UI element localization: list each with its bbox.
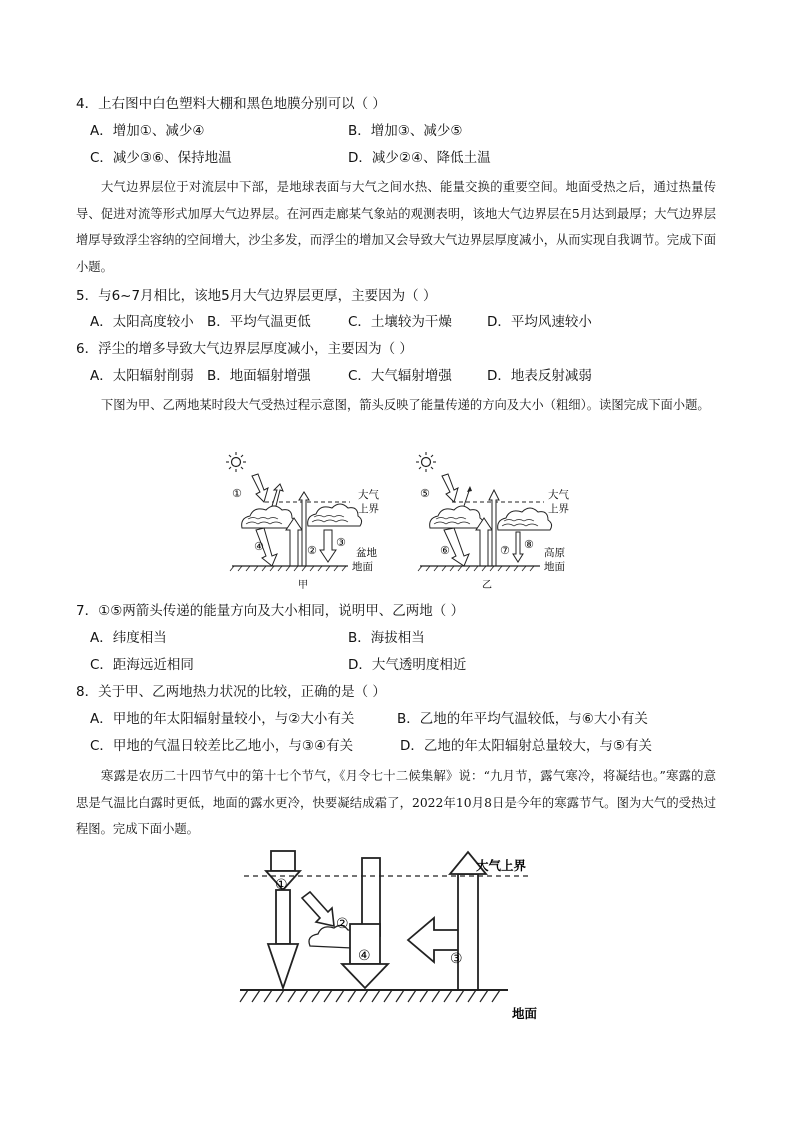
q6-stem: 6．浮尘的增多导致大气边界层厚度减小，主要因为（ ）	[76, 341, 413, 357]
passage-figure-intro: 下图为甲、乙两地某时段大气受热过程示意图，箭头反映了能量传递的方向及大小（粗细）。读图完成下面小题。	[101, 398, 710, 412]
label-8: ⑧	[524, 538, 534, 551]
q5-option-d[interactable]: D．平均风速较小	[487, 314, 592, 330]
arrow-2	[302, 892, 334, 926]
label-1: ①	[275, 877, 288, 893]
q7-option-d[interactable]: D．大气透明度相近	[348, 657, 467, 673]
q7-stem: 7．①⑤两箭头传递的能量方向及大小相同，说明甲、乙两地（ ）	[76, 603, 465, 619]
heating-process-figure	[220, 450, 580, 598]
figure-jia	[226, 452, 379, 591]
atmosphere-label: 大气	[358, 489, 379, 501]
q5-option-c[interactable]: C．土壤较为干燥	[348, 314, 452, 330]
label-3: ③	[336, 536, 346, 549]
label-4: ④	[254, 540, 264, 553]
label-7: ⑦	[500, 544, 510, 557]
arrow-to-ground	[268, 890, 298, 988]
q8-stem: 8．关于甲、乙两地热力状况的比较，正确的是（ ）	[76, 684, 386, 700]
q7-option-b[interactable]: B．海拔相当	[348, 630, 425, 646]
q7-option-c[interactable]: C．距海远近相同	[90, 657, 194, 673]
label-2: ②	[307, 544, 317, 557]
label-5: ⑤	[420, 487, 430, 500]
q6-option-b[interactable]: B．地面辐射增强	[207, 368, 311, 384]
sun-icon	[416, 452, 436, 472]
q5-option-b[interactable]: B．平均气温更低	[207, 314, 311, 330]
basin-label: 盆地	[356, 547, 377, 559]
atmosphere-heating-figure	[238, 846, 558, 1026]
ground-label: 地面	[512, 1006, 538, 1021]
q4-option-d[interactable]: D．减少②④、降低土温	[348, 150, 491, 166]
arrow-4	[342, 858, 388, 988]
q6-option-c[interactable]: C．大气辐射增强	[348, 368, 452, 384]
q4-stem: 4．上右图中白色塑料大棚和黑色地膜分别可以（ ）	[76, 96, 386, 112]
q4-option-c[interactable]: C．减少③⑥、保持地温	[90, 150, 232, 166]
atmosphere-label: 大气	[548, 489, 569, 501]
atmosphere-top-label: 上界	[548, 503, 569, 515]
cloud-icon	[242, 506, 296, 528]
q4-option-b[interactable]: B．增加③、减少⑤	[348, 123, 463, 139]
passage-boundary-layer: 大气边界层位于对流层中下部，是地球表面与大气之间水热、能量交换的重要空间。地面受热之后，通过热量传导、促进对流等形式加厚大气边界层。在河西走廊某气象站的观测表明，该地大气边界层在5月达到最厚；大气边界层增厚导致浮尘容纳的空间增大，沙尘多发，而浮尘的增加又会导致大气边界层厚度减小，从而实现自我调节。完成下面小题。	[76, 180, 716, 274]
sun-icon	[226, 452, 246, 472]
label-4: ④	[358, 948, 371, 964]
cloud-icon	[430, 506, 484, 528]
label-2: ②	[336, 916, 349, 932]
q8-option-b[interactable]: B．乙地的年平均气温较低，与⑥大小有关	[397, 711, 648, 727]
cloud-icon	[498, 508, 552, 530]
ground-label: 地面	[544, 561, 565, 573]
atmosphere-top-label: 大气上界	[476, 858, 527, 873]
cloud-icon	[308, 504, 362, 526]
q6-option-a[interactable]: A．太阳辐射削弱	[90, 368, 194, 384]
label-3: ③	[450, 951, 463, 967]
figure-yi	[416, 452, 569, 591]
q8-option-c[interactable]: C．甲地的气温日较差比乙地小，与③④有关	[90, 738, 354, 754]
plateau-label: 高原	[544, 547, 565, 559]
label-1: ①	[232, 487, 242, 500]
q4-option-a[interactable]: A．增加①、减少④	[90, 123, 205, 139]
q6-option-d[interactable]: D．地表反射减弱	[487, 368, 592, 384]
caption-yi: 乙	[482, 580, 492, 591]
q8-option-a[interactable]: A．甲地的年太阳辐射量较小，与②大小有关	[90, 711, 355, 727]
q8-option-d[interactable]: D．乙地的年太阳辐射总量较大，与⑤有关	[400, 738, 652, 754]
atmosphere-top-label: 上界	[358, 503, 379, 515]
q5-option-a[interactable]: A．太阳高度较小	[90, 314, 194, 330]
q7-option-a[interactable]: A．纬度相当	[90, 630, 167, 646]
caption-jia: 甲	[298, 580, 308, 591]
ground-label: 地面	[352, 561, 373, 573]
passage-cold-dew: 寒露是农历二十四节气中的第十七个节气，《月令七十二候集解》说：“九月节，露气寒冷，将凝结也。”寒露的意思是气温比白露时更低，地面的露水更冷，快要凝结成霜了，2022年10月8日是今年的寒露节气。图为大气的受热过程图。完成下面小题。	[76, 769, 716, 836]
q5-stem: 5．与6~7月相比，该地5月大气边界层更厚，主要因为（ ）	[76, 288, 437, 304]
label-6: ⑥	[440, 544, 450, 557]
